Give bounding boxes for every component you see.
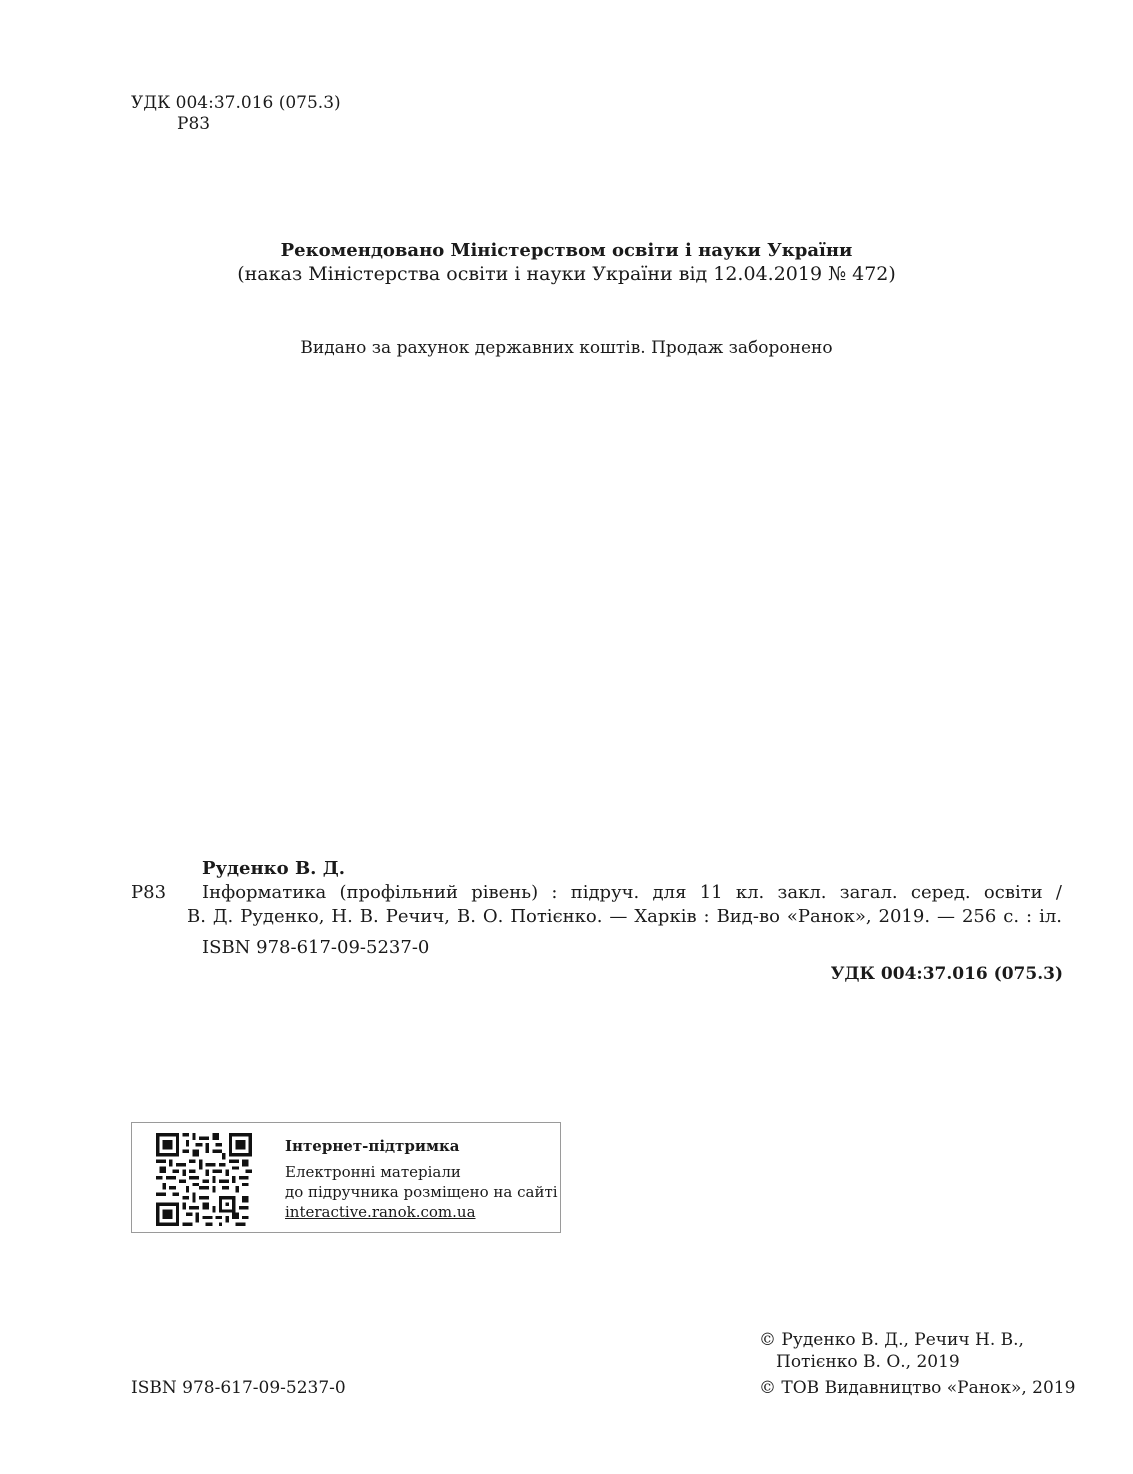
author: Руденко В. Д.	[202, 858, 345, 879]
copyright-authors: © Руденко В. Д., Речич Н. В.,	[759, 1330, 1024, 1350]
recommendation-title: Рекомендовано Міністерством освіти і науки України	[280, 240, 853, 261]
recommendation-order: (наказ Міністерства освіти і науки України від 12.04.2019 № 472)	[237, 263, 896, 285]
udk-header: УДК 004:37.016 (075.3)	[131, 93, 341, 113]
copyright-publisher: © ТОВ Видавництво «Ранок», 2019	[759, 1378, 1076, 1398]
biblio-line-1: Інформатика (профільний рівень) : підруч. для 11 кл. закл. загал. серед. освіти /	[202, 882, 1062, 903]
copyright-authors-cont: Потієнко В. О., 2019	[776, 1352, 960, 1372]
biblio-udk: УДК 004:37.016 (075.3)	[830, 964, 1063, 984]
internet-support-line-1: Електронні матеріали	[285, 1163, 461, 1181]
biblio-line-2: В. Д. Руденко, Н. В. Речич, В. О. Потієнко. — Харків : Вид-во «Ранок», 2019. — 256 с. : іл.	[187, 906, 1062, 927]
internet-support-link[interactable]: interactive.ranok.com.ua	[285, 1203, 476, 1221]
state-funded-notice: Видано за рахунок державних коштів. Продаж заборонено	[300, 338, 833, 358]
internet-support-box	[131, 1122, 561, 1233]
biblio-code: Р83	[131, 882, 167, 903]
internet-support-title: Інтернет-підтримка	[285, 1137, 460, 1155]
classification-code: Р83	[177, 114, 211, 134]
biblio-isbn: ISBN 978-617-09-5237-0	[202, 937, 430, 958]
internet-support-line-2: до підручника розміщено на сайті	[285, 1183, 558, 1201]
qr-code-icon[interactable]	[156, 1133, 252, 1226]
footer-isbn: ISBN 978-617-09-5237-0	[131, 1378, 346, 1398]
